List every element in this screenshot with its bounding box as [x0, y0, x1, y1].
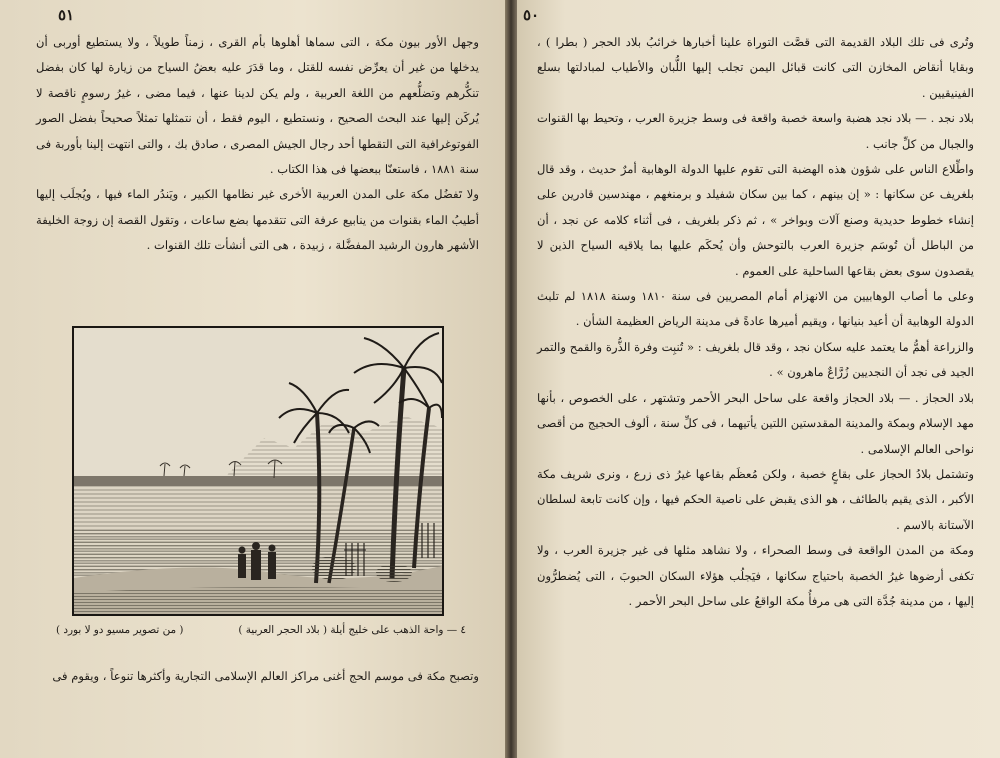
left-paragraph-after-figure: وتصبح مكة فى موسم الحج أغنى مراكز العالم الإسلامى التجارية وأكثرها تنوعاً ، ويقوم فى — [52, 669, 479, 683]
right-paragraph-5: والزراعة أهمُّ ما يعتمد عليه سكان نجد ، وقد قال بلغريف : « تُنبِت وفرة الذُّرة والقمح والتمر الجيد فى نجد أن النجديين زُرَّاعٌ ماهرون » . — [537, 339, 974, 380]
left-page-number: ٥١ — [58, 6, 75, 24]
right-paragraph-4: وعلى ما أصاب الوهابيين من الانهزام أمام المصريين فى سنة ١٨١٠ وسنة ١٨١٨ لم تلبث الدولة الوهابية أن أعيد بنيانها ، ويقيم أميرها عادةً فى مدينة الرياض العظيمة الشأن . — [537, 289, 974, 329]
right-page-number: ٥٠ — [523, 6, 540, 24]
right-paragraph-7: وتشتمل بلادُ الحجاز على بقاعٍ خصبة ، ولكن مُعظَم بقاعها غيرُ ذى زرع ، ونرى شريف مكة الأكبر ، الذى يقيم بالطائف ، هو الذى يقبض على ناصية الحكم فيها ، وإن كانت تابعة لسلطان الآستانة بالاسم . — [537, 466, 974, 532]
book-gutter — [505, 0, 517, 758]
oasis-engraving — [74, 328, 442, 614]
right-paragraph-6: بلاد الحجاز . — بلاد الحجاز واقعة على ساحل البحر الأحمر وتشتهر ، على الخصوص ، بأنها مهد الإسلام وبمكة والمدينة المقدستين اللتين يأتيهما ، فى كلِّ سنة ، ألوف الحجيج من أقصى نواحى العالم الإسلامى . — [537, 390, 974, 456]
figure-caption-credit: ( من تصوير مسيو دو لا بورد ) — [56, 624, 184, 636]
figure-caption — [56, 624, 466, 636]
right-paragraph-2: بلاد نجد . — بلاد نجد هضبة واسعة خصبة واقعة فى وسط جزيرة العرب ، وتحيط بها القنوات والجبال من كلِّ جانب . — [537, 111, 974, 151]
left-paragraph-2: ولا تَفضُل مكة على المدن العربية الأخرى غير نظامها الكبير ، ويَندُر الماء فيها ، ويُجلَب إليها أطيبُ الماء بقنوات من ينابيع عرفة التى تتقدمها بضع ساعات ، وتقول القصة إن زوجة الخليفة الأشهر هارون الرشيد المفضَّلة ، زبيدة ، هى التى أنشأت تلك القنوات . — [36, 187, 479, 253]
engraving-illustration — [72, 326, 444, 616]
right-paragraph-8: ومكة من المدن الواقعة فى وسط الصحراء ، ولا نشاهد مثلها فى غير جزيرة العرب ، ولا تكفى أرضوها غيرُ الخصبة باحتياج سكانها ، فيَجلُب هؤلاء السكان الحبوبَ ، التى يُضطرُّون إليها ، من مدينة جُدَّة التى هى مرفأُ مكة الواقعُ على ساحل البحر الأحمر . — [537, 543, 974, 608]
left-paragraph-1: وجهل الأور بيون مكة ، التى سماها أهلوها بأم القرى ، زمناً طويلاً ، ولا يستطيع أوربى أن يدخلها من غير أن يعرِّض نفسه للقتل ، وما قدَرَ عليه بعضُ السياح من زيارة لها كان بفضل تنكُّرهم وتضلُّعهم من اللغة العربية ، ولم يكن لدينا عنها ، فيما مضى ، غيرُ رسومٍ ناقصة لا يُركَن إليها عند البحث الصحيح ، ونستطيع ، اليوم فقط ، أن نتمثلها تمثلاً صحيحاً بفضل الصور الفوتوغرافية التى التقطها أحد رجال الجيش المصرى ، صادق بك ، والتى انتهت إلينا بأوربة فى سنة ١٨٨١ ، فاستعنّا ببعضها فى هذا الكتاب . — [36, 35, 479, 177]
figure-caption-title: ٤ — واحة الذهب على خليج أيلة ( بلاد الحجر العربية ) — [238, 624, 466, 636]
right-paragraph-3: واطِّلاع الناس على شؤون هذه الهضبة التى تقوم عليها الدولة الوهابية أمرٌ حديث ، وقد قال بلغريف عن سكانها : « إن بينهم ، كما بين سكان شفيلد و برمنغهم ، مهندسين قادرين على إنشاء خطوط حديدية وصنع آلات وبواخر » ، ثم ذكر بلغريف ، فى أثناء كلامه عن نجد ، أن من الباطل أن تُوسَم جزيرة العرب بالتوحش وأن يُحكَم عليها بما يلاقيه السياح الذين لا يقصدون سوى بعض بقاعها الساحلية على العموم . — [537, 162, 974, 278]
right-page — [517, 0, 1000, 758]
right-paragraph-1: وتُرى فى تلك البلاد القديمة التى قصَّت التوراة علينا أخبارها خرائبُ بلاد الحجر ( بطرا ) ، وبقايا أنقاض المخازن التى كانت قبائل اليمن تجلب إليها اللُّبان والأطياب لمبادلتها بسلع الفينيقيين . — [537, 35, 974, 100]
